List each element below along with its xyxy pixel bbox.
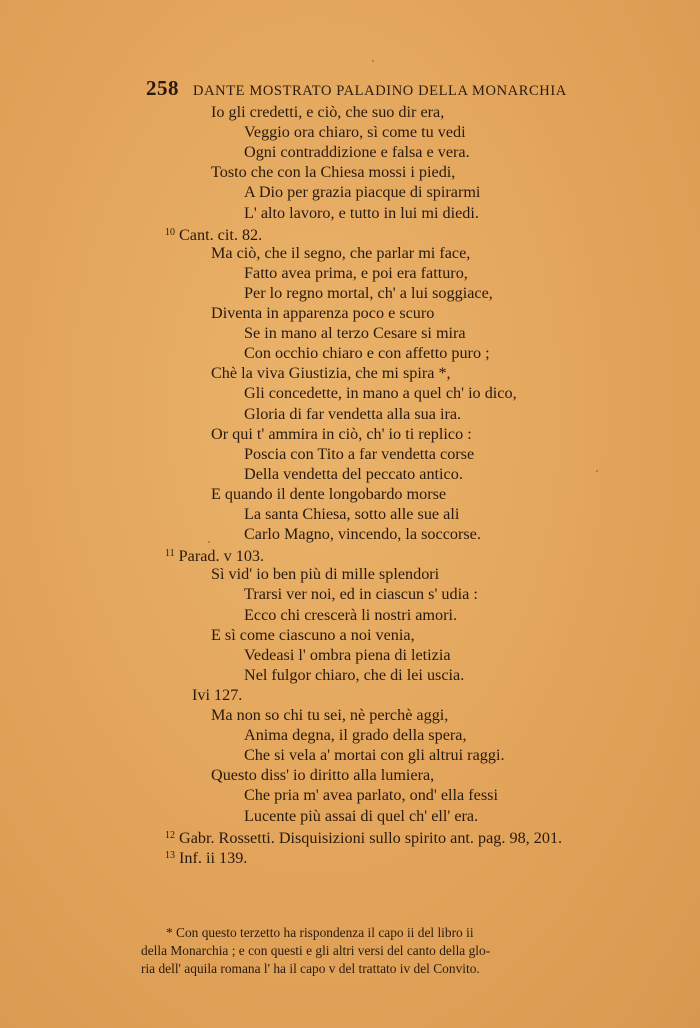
line-text: Vedeasi l' ombra piena di letizia xyxy=(244,645,451,664)
line-text: E sì come ciascuno a noi venia, xyxy=(211,625,415,644)
verse-line xyxy=(211,102,444,122)
line-text: Che si vela a' mortai con gli altrui raggi. xyxy=(244,746,505,765)
footnote-line: della Monarchia ; e con questi e gli altri versi del canto della glo- xyxy=(141,943,491,958)
paper-speck xyxy=(372,60,374,62)
verse-line xyxy=(211,363,451,383)
line-text: Lucente più assai di quel ch' ell' era. xyxy=(244,806,479,825)
verse-line xyxy=(211,162,455,182)
citation-line xyxy=(192,685,242,705)
verse-line xyxy=(244,645,451,665)
verse-line xyxy=(244,203,479,223)
paper-speck xyxy=(596,470,598,472)
line-text: Gli concedette, in mano a quel ch' io dico, xyxy=(244,384,517,403)
line-text: Carlo Magno, vincendo, la soccorse. xyxy=(244,525,481,544)
line-text: Per lo regno mortal, ch' a lui soggiace, xyxy=(244,283,493,302)
verse-line xyxy=(211,243,470,263)
verse-line xyxy=(244,383,517,403)
line-text: Ecco chi crescerà li nostri amori. xyxy=(244,605,458,624)
page-number: 258 xyxy=(146,76,179,100)
line-text: Gloria di far vendetta alla sua ira. xyxy=(244,404,462,423)
page-header xyxy=(146,76,596,101)
verse-line xyxy=(244,524,481,544)
line-text: Che pria m' avea parlato, ond' ella fessi xyxy=(244,786,498,805)
line-text: Or qui t' ammira in ciò, ch' io ti replico : xyxy=(211,424,472,443)
line-text: Gabr. Rossetti. Disquisizioni sullo spirito ant. pag. 98, 201. xyxy=(179,828,563,847)
verse-line xyxy=(244,584,478,604)
line-text: Tosto che con la Chiesa mossi i piedi, xyxy=(211,163,456,182)
verse-line xyxy=(244,605,457,625)
verse-line xyxy=(244,182,480,202)
footnote-reference-line xyxy=(165,846,247,866)
verse-line xyxy=(211,765,434,785)
line-text: Inf. ii 139. xyxy=(179,848,248,867)
line-text: Ma ciò, che il segno, che parlar mi face, xyxy=(211,243,471,262)
footnote-reference-line xyxy=(165,223,262,243)
line-text: A Dio per grazia piacque di spirarmi xyxy=(244,183,481,202)
running-title: DANTE MOSTRATO PALADINO DELLA MONARCHIA xyxy=(193,83,567,99)
verse-line xyxy=(244,444,474,464)
line-text: Veggio ora chiaro, sì come tu vedi xyxy=(244,123,466,142)
line-text: Io gli credetti, e ciò, che suo dir era, xyxy=(211,103,445,121)
line-text: Nel fulgor chiaro, che di lei uscia. xyxy=(244,665,465,684)
line-text: Ma non so chi tu sei, nè perchè aggi, xyxy=(211,706,449,724)
line-text: Ivi 127. xyxy=(192,685,243,704)
verse-line xyxy=(244,785,498,805)
line-text: Poscia con Tito a far vendetta corse xyxy=(244,444,475,463)
paper-speck xyxy=(208,541,210,543)
line-text: Con occhio chiaro e con affetto puro ; xyxy=(244,344,490,363)
footnote-number: 10 xyxy=(165,226,175,238)
line-text: E quando il dente longobardo morse xyxy=(211,484,447,503)
line-text: Sì vid' io ben più di mille splendori xyxy=(211,565,440,584)
verse-line xyxy=(244,806,478,826)
verse-line xyxy=(244,665,464,685)
footnote-number: 11 xyxy=(165,548,175,560)
verse-line xyxy=(211,484,446,504)
footnote-line: * Con questo terzetto ha rispondenza il capo ii del libro ii xyxy=(166,925,474,940)
footnote-number: 13 xyxy=(165,849,175,861)
verse-line xyxy=(244,323,466,343)
line-text: Diventa in apparenza poco e scuro xyxy=(211,304,435,322)
footnote-line: ria dell' aquila romana l' ha il capo v del trattato iv del Convito. xyxy=(141,961,480,976)
line-text: Cant. cit. 82. xyxy=(179,225,263,244)
verse-line xyxy=(244,283,493,303)
line-text: Se in mano al terzo Cesare si mira xyxy=(244,324,466,343)
footnote xyxy=(141,924,641,978)
line-text: La santa Chiesa, sotto alle sue ali xyxy=(244,505,460,523)
line-text: Trarsi ver noi, ed in ciascun s' udia : xyxy=(244,585,478,604)
footnote-reference-line xyxy=(165,826,562,846)
verse-line xyxy=(244,263,468,283)
verse-line xyxy=(211,705,448,725)
verse-line xyxy=(211,564,439,584)
verse-line xyxy=(211,424,472,444)
line-text: Fatto avea prima, e poi era fatturo, xyxy=(244,263,468,282)
verse-line xyxy=(244,504,459,524)
line-text: Questo diss' io diritto alla lumiera, xyxy=(211,766,435,785)
verse-line xyxy=(244,122,466,142)
verse-line xyxy=(244,343,490,363)
line-text: Anima degna, il grado della spera, xyxy=(244,726,467,745)
verse-line xyxy=(244,404,461,424)
verse-line xyxy=(244,725,467,745)
line-text: L' alto lavoro, e tutto in lui mi diedi. xyxy=(244,203,479,222)
line-text: Ogni contraddizione e falsa e vera. xyxy=(244,143,470,162)
verse-line xyxy=(211,625,415,645)
verse-line xyxy=(244,142,470,162)
verse-line xyxy=(244,745,505,765)
line-text: Parad. v 103. xyxy=(178,547,265,566)
footnote-reference-line xyxy=(165,544,264,564)
footnote-number: 12 xyxy=(165,829,175,841)
verse-line xyxy=(244,464,463,484)
line-text: Della vendetta del peccato antico. xyxy=(244,464,463,483)
verse-line xyxy=(211,303,434,323)
line-text: Chè la viva Giustizia, che mi spira *, xyxy=(211,364,451,383)
